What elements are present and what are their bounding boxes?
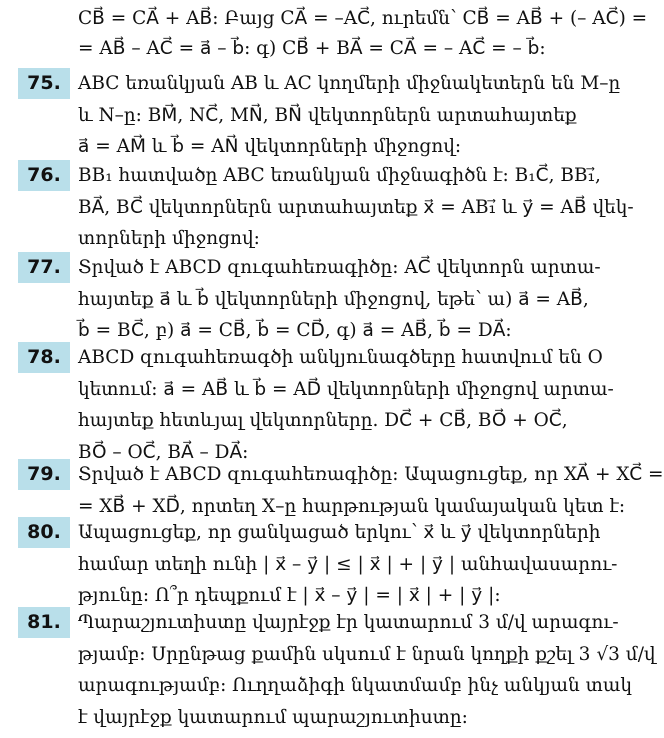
problem-line: հայտեք հետևյալ վեկտորները. DC⃗ + CB⃗, BO⃗ + OC⃗, (78, 410, 568, 431)
intro-line-2: = AB⃗ – AC⃗ = a⃗ – b⃗: գ) CB⃗ + BA⃗ = CA⃗ = – AC⃗ = – b⃗: (78, 38, 546, 59)
problem-text (78, 517, 618, 612)
problem-line: Տրված է ABCD զուգահեռագիծը: AC⃗ վեկտորն արտա- (78, 257, 601, 278)
problem-text (78, 459, 664, 522)
problem-line: BO⃗ – OC⃗, BA⃗ – DA⃗: (78, 441, 249, 463)
problem-text (78, 160, 634, 255)
problem-line: BB₁ հատվածը ABC եռանկյան միջնագիծն է: B₁C⃗, BB₁⃗, (78, 165, 601, 186)
problem-line: Պարաշյուտիստը վայրէջք էր կատարում 3 մ/վ արագու- (78, 612, 619, 633)
problem-number-badge: 77. (18, 252, 70, 283)
problem-line: ABC եռանկյան AB և AC կողմերի միջնակետերն են M–ը (78, 73, 621, 94)
problem-text (78, 252, 600, 347)
problem-line: արագությամբ: Ուղղաձիգի նկատմամբ ինչ անկյան տակ (78, 675, 633, 696)
problem-line: Տրված է ABCD զուգահեռագիծը: Ապացուցեք, որ XA⃗ + XC⃗ = (78, 464, 664, 485)
problem-line: թյունը: Ո՞ր դեպքում է | x⃗ – y⃗ | = | x⃗ | + | y⃗ |: (78, 585, 501, 606)
problem-text (78, 68, 621, 163)
problem-line: Ապացուցեք, որ ցանկացած երկու՝ x⃗ և y⃗ վեկտորների (78, 522, 601, 543)
problem-text (78, 607, 656, 733)
problem-line: ABCD զուգահեռագծի անկյունագծերը հատվում են O (78, 347, 603, 368)
problem-line: և N–ը: BM⃗, NC⃗, MN⃗, BN⃗ վեկտորներն արտահայտեք (78, 104, 577, 126)
problem-line: համար տեղի ունի | x⃗ – y⃗ | ≤ | x⃗ | + | y⃗ | անհավասարու- (78, 553, 618, 575)
problem-line: թյամբ: Սրընթաց քամին սկսում է նրան կողքի քշել 3 √3 մ/վ (78, 643, 656, 665)
problem-line: տորների միջոցով: (78, 228, 260, 249)
problem-number-badge: 79. (18, 459, 70, 490)
problem-number-badge: 76. (18, 160, 70, 191)
problem-number-badge: 78. (18, 342, 70, 373)
problem-line: BA⃗, BC⃗ վեկտորներն արտահայտեք x⃗ = AB₁⃗ և y⃗ = AB⃗ վեկ- (78, 196, 634, 218)
problem-number-badge: 75. (18, 68, 70, 99)
intro-solution-text (78, 4, 648, 64)
problem-number-badge: 80. (18, 517, 70, 548)
intro-line-1: CB⃗ = CA⃗ + AB⃗: Բայց CA⃗ = –AC⃗, ուրեմն՝ CB⃗ = AB⃗ + (– AC⃗) = (78, 8, 648, 29)
problem-number-badge: 81. (18, 607, 70, 638)
problem-line: b⃗ = BC⃗, բ) a⃗ = CB⃗, b⃗ = CD⃗, գ) a⃗ = AB⃗, b⃗ = DA⃗: (78, 320, 512, 341)
problem-line: = XB⃗ + XD⃗, որտեղ X–ը հարթության կամայական կետ է: (78, 495, 626, 517)
problem-line: հայտեք a⃗ և b⃗ վեկտորների միջոցով, եթե՝ ա) a⃗ = AB⃗, (78, 288, 589, 310)
problem-line: կետում: a⃗ = AB⃗ և b⃗ = AD⃗ վեկտորների միջոցով արտա- (78, 378, 614, 400)
problem-line: է վայրէջք կատարում պարաշյուտիստը: (78, 706, 468, 728)
problem-line: a⃗ = AM⃗ և b⃗ = AN⃗ վեկտորների միջոցով: (78, 136, 462, 157)
problem-text (78, 342, 614, 468)
